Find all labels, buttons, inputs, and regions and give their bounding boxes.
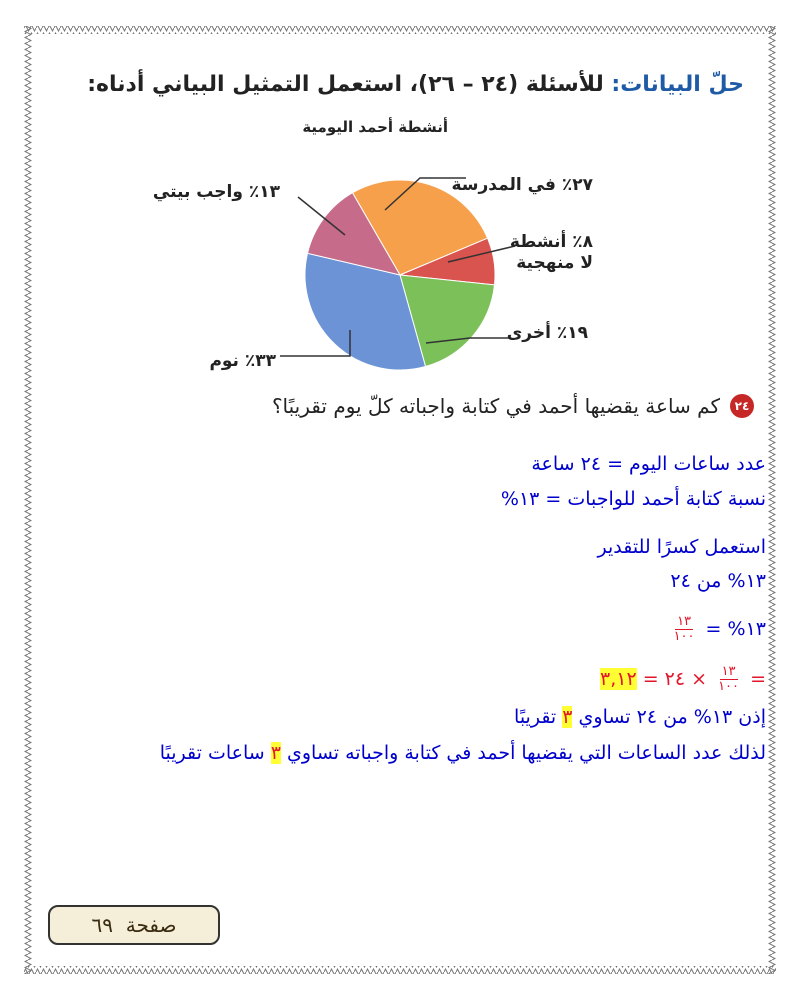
- solution-line-4: ١٣% من ٢٤: [670, 570, 766, 592]
- slice-label-extracurricular-line2: لا منهجية: [516, 253, 593, 273]
- solution-line-6: [600, 665, 766, 694]
- question-text: كم ساعة يقضيها أحمد في كتابة واجباته كلّ يوم تقريبًا؟: [271, 394, 720, 418]
- solution-line-2: نسبة كتابة أحمد للواجبات = ١٣%: [500, 488, 766, 510]
- slice-label-extracurricular-line1: ٨٪ أنشطة: [509, 232, 593, 252]
- page-number: ٦٩: [91, 913, 114, 937]
- page-number-box: [48, 905, 220, 945]
- slice-label-homework: ١٣٪ واجب بيتي: [152, 182, 280, 202]
- fraction-numerator: ١٣: [677, 614, 692, 629]
- line7-end: تقريبًا: [514, 706, 563, 728]
- slice-label-sleep: ٣٣٪ نوم: [209, 351, 276, 371]
- fraction-denominator: ١٠٠: [673, 629, 695, 644]
- slice-label-school: ٢٧٪ في المدرسة: [451, 175, 593, 195]
- fraction-denominator-b: ١٠٠: [718, 679, 740, 694]
- fraction-13-over-100-b: [716, 665, 741, 694]
- solution-line-5: [669, 615, 766, 644]
- line8-start: لذلك عدد الساعات التي يقضيها أحمد في كتابة واجباته تساوي: [280, 742, 766, 764]
- line7-start: إذن ١٣% من ٢٤ تساوي: [572, 706, 766, 728]
- slice-label-extracurricular: [510, 232, 593, 274]
- equation-left: ١٣% =: [699, 618, 766, 640]
- equation-times: × ٢٤ =: [636, 668, 714, 690]
- solution-line-3: استعمل كسرًا للتقدير: [597, 536, 766, 558]
- fraction-numerator-b: ١٣: [721, 664, 736, 679]
- page-label: صفحة: [125, 913, 177, 937]
- highlighted-answer-final: ٣: [270, 742, 281, 764]
- fraction-13-over-100: [672, 615, 697, 644]
- chart-title: أنشطة أحمد اليومية: [302, 118, 448, 136]
- pie-chart: [0, 0, 800, 400]
- solution-line-8: [160, 742, 766, 764]
- equation-equals: =: [744, 668, 766, 690]
- solution-line-1: عدد ساعات اليوم = ٢٤ ساعة: [531, 453, 766, 475]
- solution-line-7: [514, 706, 766, 728]
- line8-end: ساعات تقريبًا: [159, 742, 271, 764]
- header-highlight: حلّ البيانات:: [611, 72, 744, 97]
- question-number-badge: ٢٤: [730, 394, 754, 418]
- pie-chart-svg: [0, 0, 800, 400]
- header-text: للأسئلة (٢٤ – ٢٦)، استعمل التمثيل البياني أدناه:: [87, 72, 612, 97]
- slice-label-other: ١٩٪ أخرى: [506, 323, 588, 343]
- highlighted-answer: ٣: [562, 706, 573, 728]
- question-24: [272, 394, 754, 418]
- highlighted-result: ٣,١٢: [600, 668, 637, 690]
